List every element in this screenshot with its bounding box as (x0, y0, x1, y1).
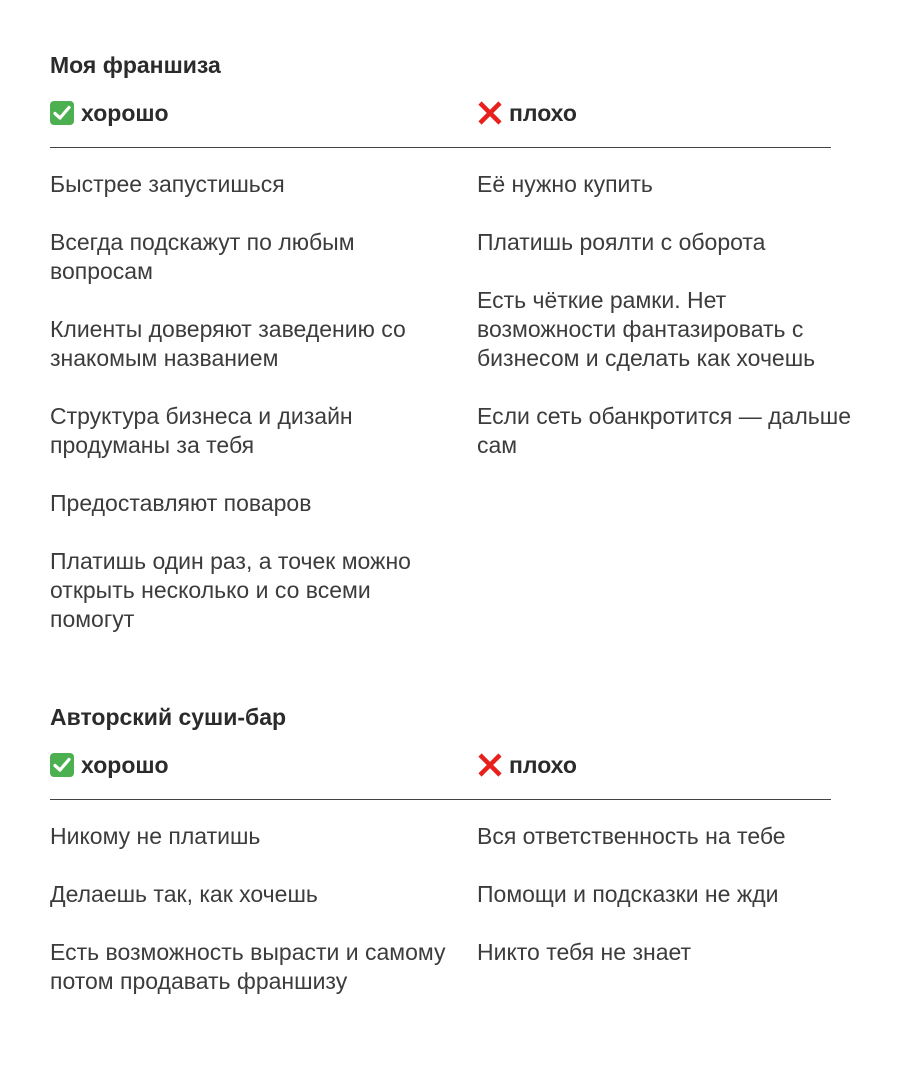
good-column-header (50, 748, 169, 782)
good-item: Платишь один раз, а точек можно открыть несколько и со всеми помогут (50, 548, 411, 632)
bad-column-header (477, 96, 577, 130)
cross-mark-icon (477, 752, 503, 778)
bad-item: Если сеть обанкротится — дальше сам (477, 403, 851, 458)
header-divider (50, 799, 831, 800)
bad-item: Никто тебя не знает (477, 939, 692, 965)
good-item: Быстрее запустишься (50, 171, 285, 197)
cross-mark-icon (477, 100, 503, 126)
good-item: Структура бизнеса и дизайн продуманы за тебя (50, 403, 353, 458)
good-item: Делаешь так, как хочешь (50, 881, 318, 907)
good-item: Предоставляют поваров (50, 490, 312, 516)
good-label: хорошо (81, 752, 169, 778)
good-item: Есть возможность вырасти и самому потом продавать франшизу (50, 939, 446, 994)
good-label: хорошо (81, 100, 169, 126)
bad-item: Есть чёткие рамки. Нет возможности фантазировать с бизнесом и сделать как хочешь (477, 287, 816, 371)
bad-item: Вся ответственность на тебе (477, 823, 786, 849)
good-item: Никому не платишь (50, 823, 261, 849)
good-list (50, 822, 450, 1025)
good-column-header (50, 96, 169, 130)
bad-list (477, 822, 852, 996)
bad-list (477, 170, 852, 489)
bad-item: Помощи и подсказки не жди (477, 881, 779, 907)
bad-label: плохо (509, 100, 577, 126)
section-title: Авторский суши-бар (50, 704, 287, 730)
section-title: Моя франшиза (50, 52, 221, 78)
check-mark-icon (50, 101, 74, 125)
bad-label: плохо (509, 752, 577, 778)
check-mark-icon (50, 753, 74, 777)
bad-item: Платишь роялти с оборота (477, 229, 766, 255)
bad-item: Её нужно купить (477, 171, 653, 197)
header-divider (50, 147, 831, 148)
good-item: Всегда подскажут по любым вопросам (50, 229, 355, 284)
good-list (50, 170, 450, 663)
good-item: Клиенты доверяют заведению со знакомым названием (50, 316, 406, 371)
bad-column-header (477, 748, 577, 782)
